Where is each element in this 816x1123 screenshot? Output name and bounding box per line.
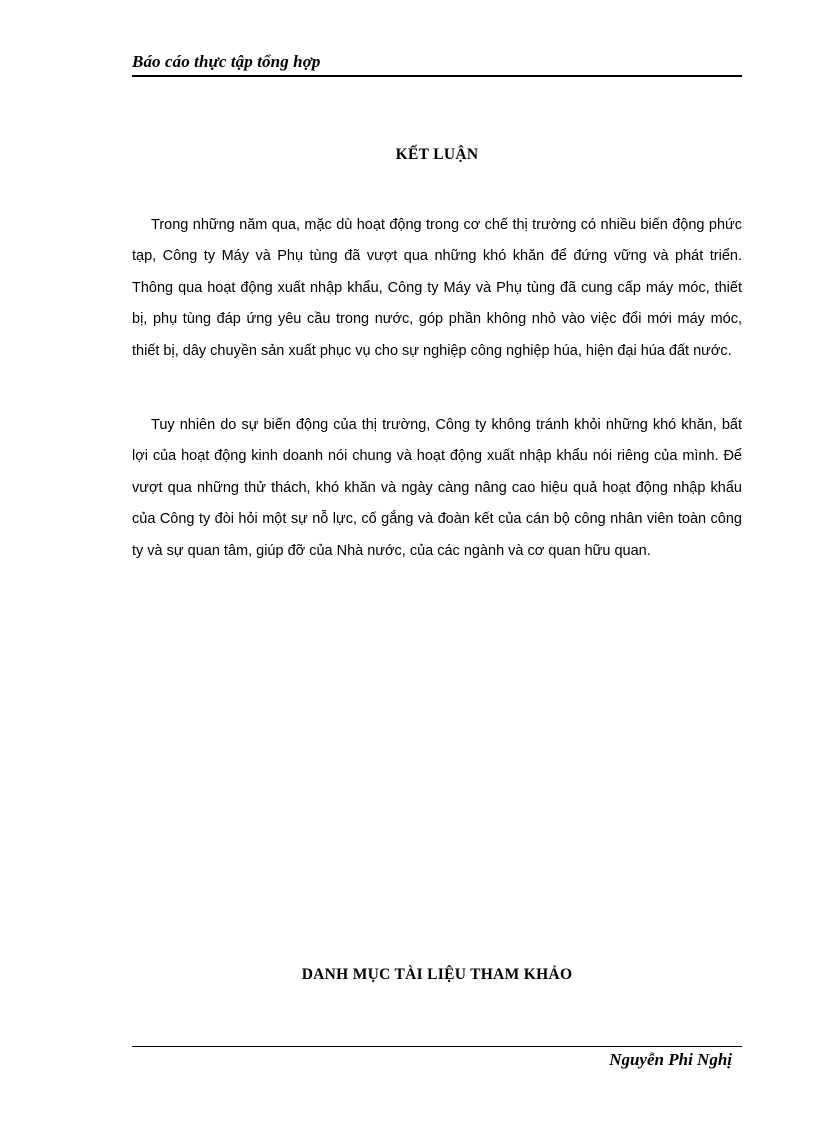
conclusion-paragraph-1: Trong những năm qua, mặc dù hoạt động trong cơ chế thị trường có nhiều biến động phức tạp, Công ty Máy và Phụ tùng đã vượt qua những khó khăn để đứng vững và phát triển. Thông qua hoạt động xuất nhập khẩu, Công ty Máy và Phụ tùng đã cung cấp máy móc, thiết bị, phụ tùng đáp ứng yêu cầu trong nước, góp phần không nhỏ vào việc đổi mới máy móc, thiết bị, dây chuyền sản xuất phục vụ cho sự nghiệp công nghiệp húa, hiện đại húa đất nước. (132, 217, 742, 359)
header-divider (132, 75, 742, 77)
conclusion-heading: KẾT LUẬN (395, 146, 479, 163)
footer-author-name: Nguyễn Phi Nghị (609, 1050, 732, 1069)
running-header-title: Báo cáo thực tập tổng hợp (132, 52, 321, 71)
references-heading: DANH MỤC TÀI LIỆU THAM KHẢO (301, 966, 573, 983)
conclusion-paragraph-2: Tuy nhiên do sự biến động của thị trường, Công ty không tránh khỏi những khó khăn, bất lợi của hoạt động kinh doanh nói chung và hoạt động xuất nhập khẩu nói riêng của mình. Để vượt qua những thử thách, khó khăn và ngày càng nâng cao hiệu quả hoạt động nhập khẩu của Công ty đòi hỏi một sự nỗ lực, cố gắng và đoàn kết của cán bộ công nhân viên toàn công ty và sự quan tâm, giúp đỡ của Nhà nước, của các ngành và cơ quan hữu quan. (132, 417, 742, 559)
footer-divider (132, 1046, 742, 1047)
